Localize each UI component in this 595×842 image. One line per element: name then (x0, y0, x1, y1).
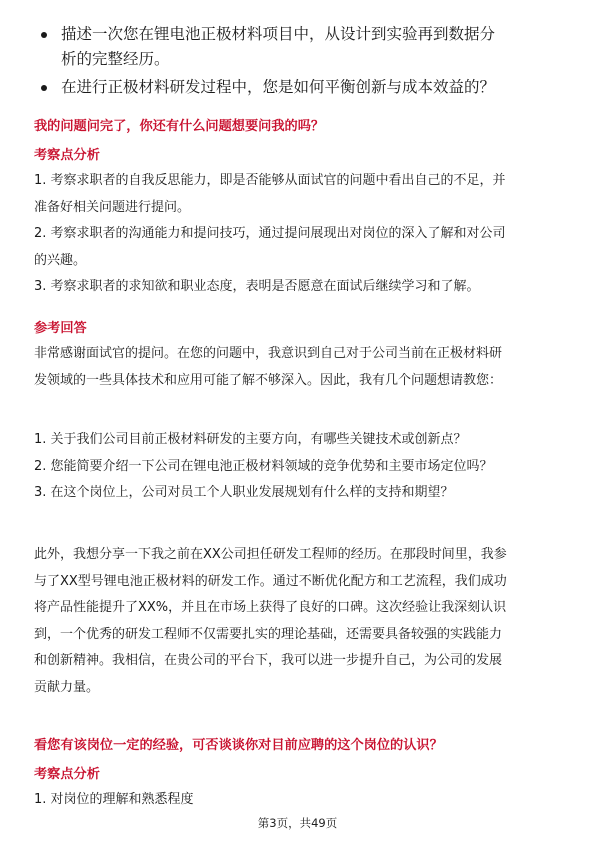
analysis-item-line: 3. 考察求职者的求知欲和职业态度，表明是否愿意在面试后继续学习和了解。 (34, 279, 480, 294)
answer-questions (34, 427, 561, 507)
answer-line: 到，一个优秀的研发工程师不仅需要扎实的理论基础，还需要具备较强的实践能力 (34, 626, 503, 642)
answer-question-item: 3. 在这个岗位上，公司对员工个人职业发展规划有什么样的支持和期望？ (34, 485, 454, 500)
question-heading: 我的问题问完了，你还有什么问题想要问我的吗？ (34, 119, 325, 134)
analysis-item-line: 1. 对岗位的理解和熟悉程度 (34, 792, 194, 807)
page-number: 第3页，共49页 (257, 816, 338, 830)
analysis-item-line: 1. 考察求职者的自我反思能力，即是否能够从面试官的问题中看出自己的不足，并 (34, 173, 506, 188)
analysis-item-line: 的兴趣。 (34, 252, 87, 268)
question-heading: 看您有该岗位一定的经验，可否谈谈你对目前应聘的这个岗位的认识？ (34, 738, 443, 753)
analysis-list (34, 168, 561, 301)
text-line: 在进行正极材料研发过程中，您是如何平衡创新与成本效益的？ (61, 78, 496, 96)
answer-question-item: 1. 关于我们公司目前正极材料研发的主要方向，有哪些关键技术或创新点？ (34, 432, 467, 447)
analysis-item-line: 2. 考察求职者的沟通能力和提问技巧，通过提问展现出对岗位的深入了解和对公司 (34, 226, 506, 241)
analysis-heading: 考察点分析 (34, 148, 100, 163)
answer-line: 与了XX型号锂电池正极材料的研发工作。通过不断优化配方和工艺流程，我们成功 (34, 573, 507, 589)
analysis-heading: 考察点分析 (34, 767, 100, 782)
answer-closing (34, 542, 561, 701)
answer-line: 发领域的一些具体技术和应用可能了解不够深入。因此，我有几个问题想请教您： (34, 372, 503, 388)
bullet-list (34, 22, 561, 103)
answer-question-item: 2. 您能简要介绍一下公司在锂电池正极材料领域的竞争优势和主要市场定位吗？ (34, 458, 493, 474)
answer-line: 非常感谢面试官的提问。在您的问题中，我意识到自己对于公司当前在正极材料研 (34, 346, 503, 361)
analysis-item-line: 准备好相关问题进行提问。 (34, 199, 191, 215)
bullet-item (34, 22, 561, 72)
answer-line: 将产品性能提升了XX%，并且在市场上获得了良好的口碑。这次经验让我深刻认识 (34, 600, 507, 615)
answer-line: 和创新精神。我相信，在贵公司的平台下，我可以进一步提升自己，为公司的发展 (34, 653, 503, 668)
answer-intro (34, 341, 561, 394)
answer-heading: 参考回答 (34, 321, 87, 336)
text-line: 析的完整经历。 (61, 50, 170, 68)
text-line: 描述一次您在锂电池正极材料项目中，从设计到实验再到数据分 (61, 25, 496, 43)
bullet-item (34, 75, 561, 100)
answer-line: 此外，我想分享一下我之前在XX公司担任研发工程师的经历。在那段时间里，我参 (34, 547, 507, 562)
answer-line: 贡献力量。 (34, 679, 100, 695)
